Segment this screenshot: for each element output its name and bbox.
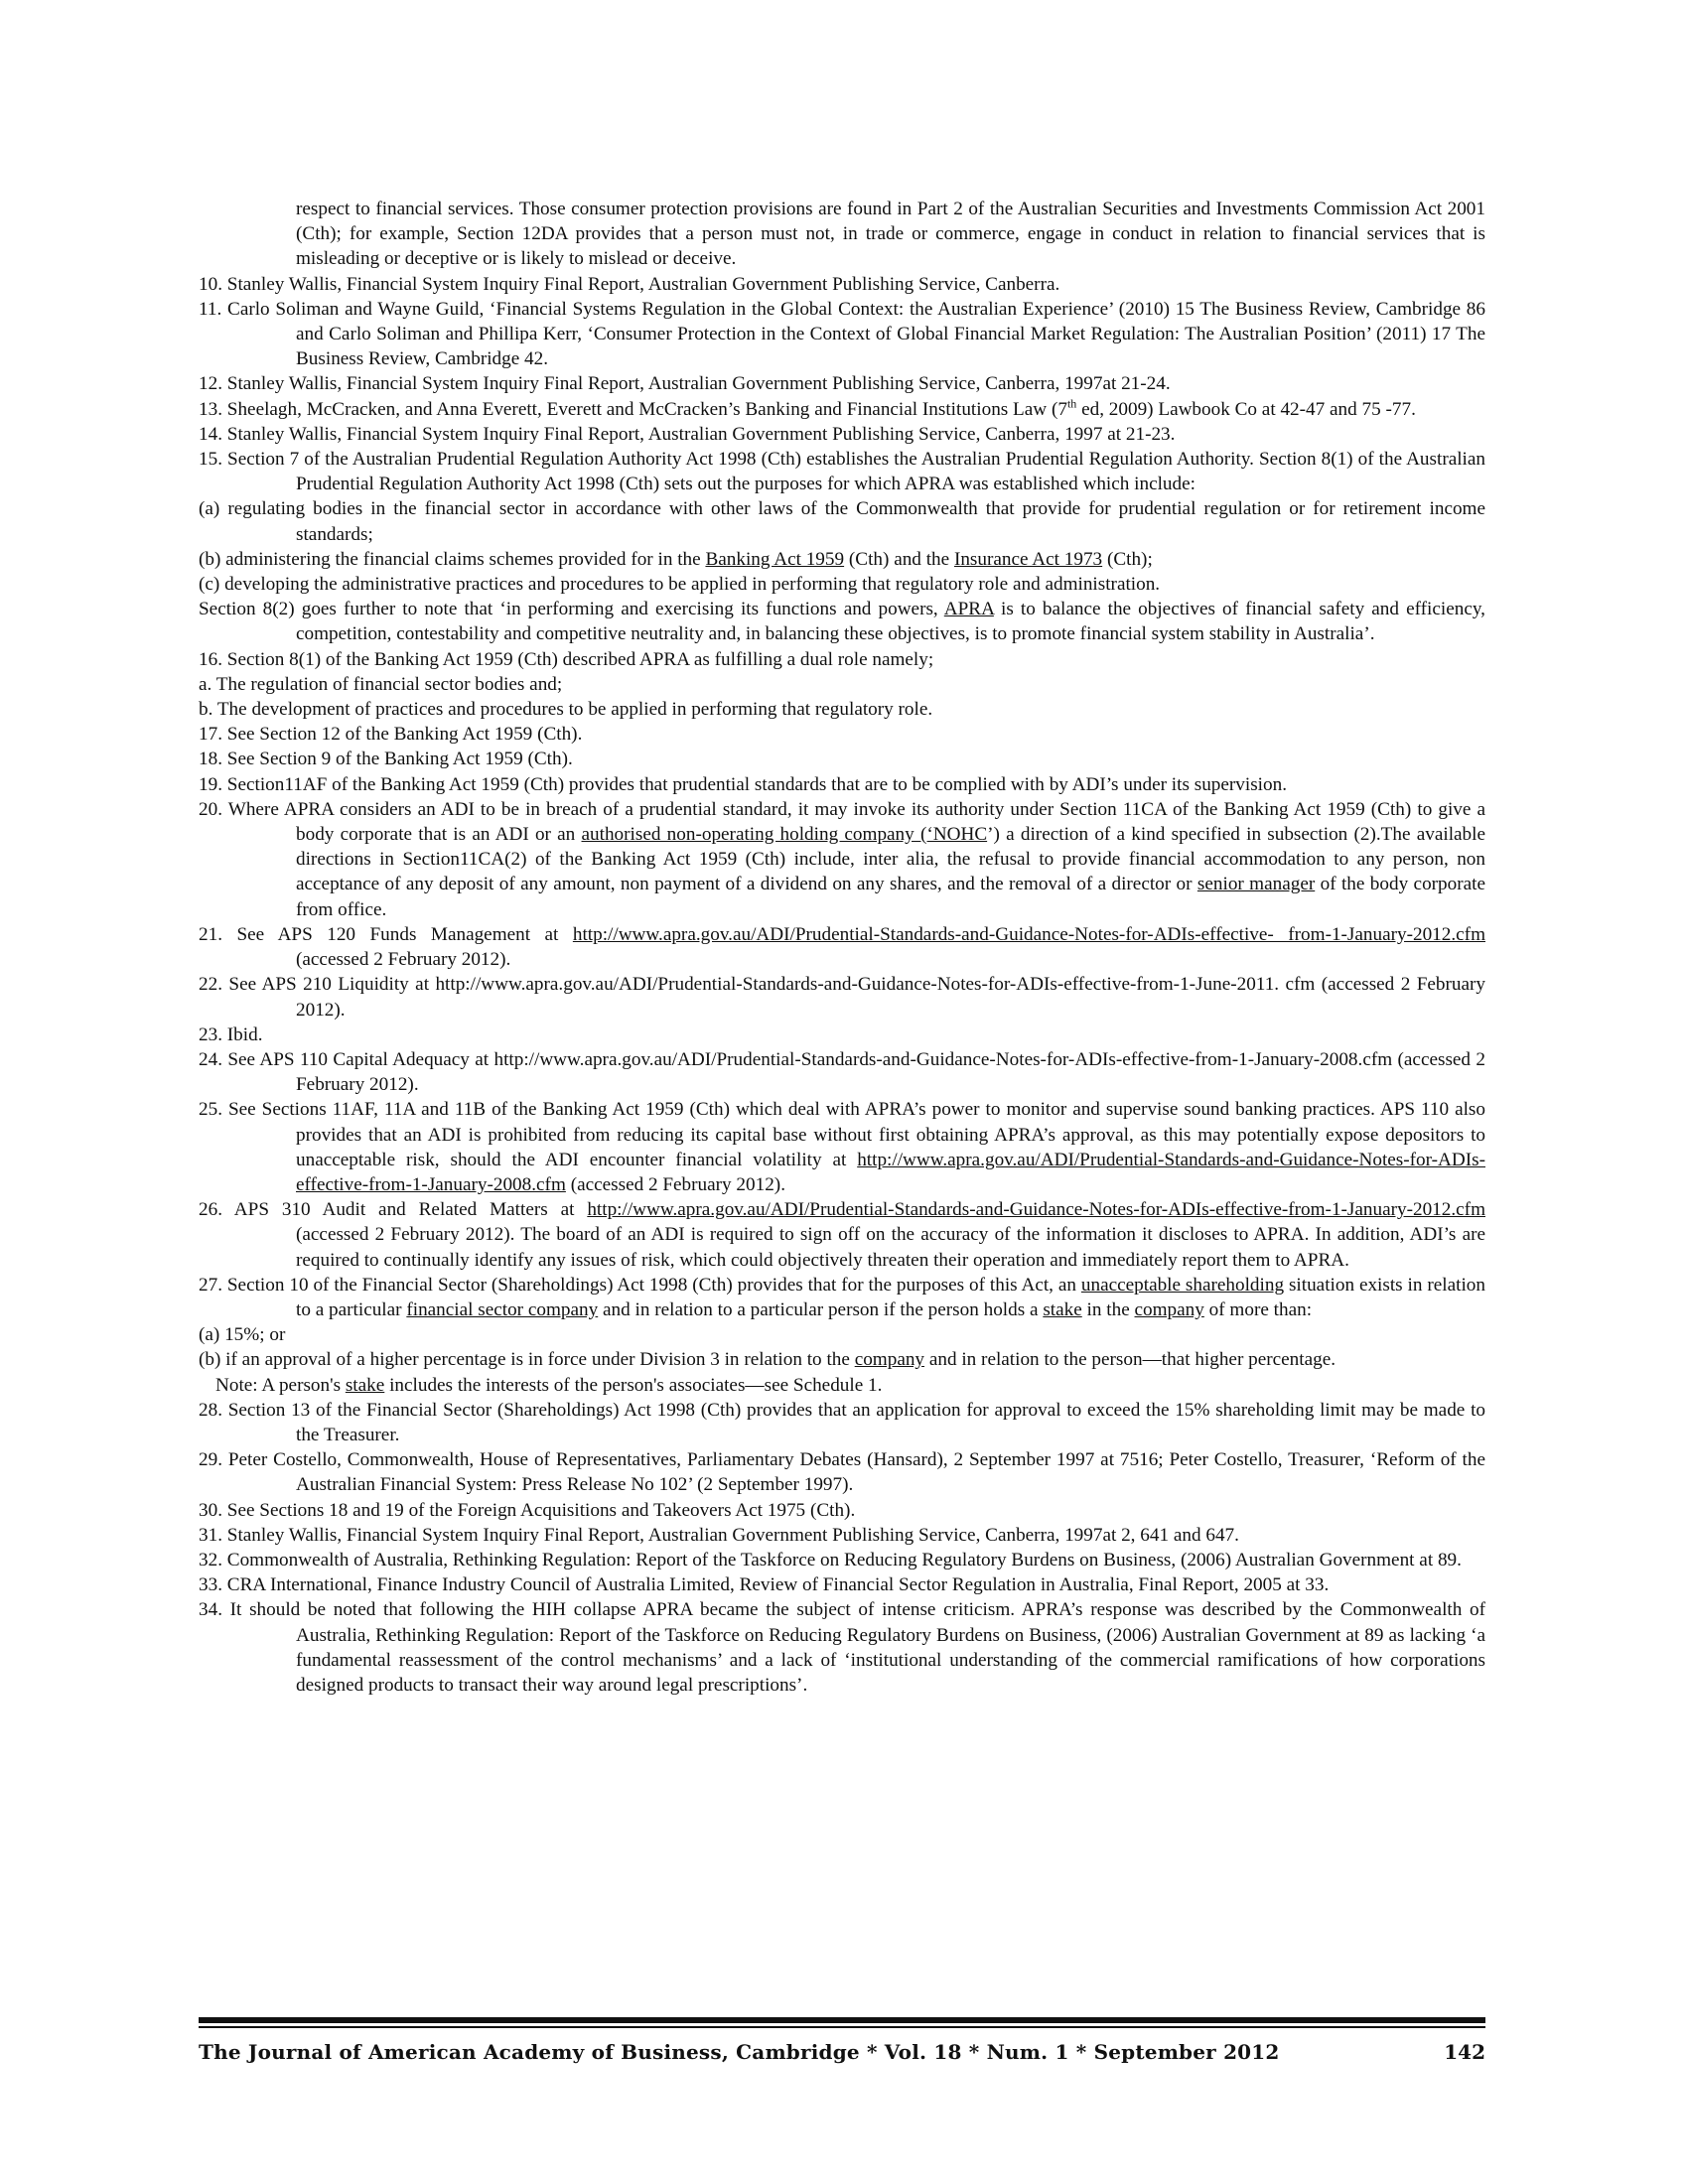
endnote-22: 22. See APS 210 Liquidity at http://www.apra.gov.au/ADI/Prudential-Standards-and-Guidance-Notes-for-ADIs-effective-from-1-June-2011. cfm (accessed 2 February 2012). — [199, 974, 1485, 1021]
nohc-link[interactable]: authorised non-operating holding company (‘NOHC — [581, 824, 988, 846]
journal-citation: The Journal of American Academy of Business, Cambridge * Vol. 18 * Num. 1 * September 2012 — [199, 2040, 1280, 2064]
endnote-25: 25. See Sections 11AF, 11A and 11B of the Banking Act 1959 (Cth) which deal with APRA’s power to monitor and supervise sound banking practices. APS 110 also provides that an ADI is prohibited from reducing its capital base without first obtaining APRA’s approval, as this may potentially expose depositors to unacceptable risk, should the ADI encounter financial volatility at http://www.apra.gov.au/ADI/Prudential-Standards-and-Guidance-Notes-for-ADIs-effective-from-1-January-2008.cfm (accessed 2 February 2012). — [199, 1099, 1485, 1195]
endnote-15-item-a: (a) regulating bodies in the financial sector in accordance with other laws of the Commonwealth that provide for prudential regulation or for retirement income standards; — [199, 498, 1485, 545]
endnotes — [199, 197, 1485, 1698]
endnote-18: 18. See Section 9 of the Banking Act 1959 (Cth). — [199, 749, 573, 770]
banking-act-link[interactable]: Banking Act 1959 — [705, 548, 845, 570]
endnote-9-continued: respect to financial services. Those consumer protection provisions are found in Part 2 of the Australian Securities and Investments Commission Act 2001 (Cth); for example, Section 12DA provides that a person must not, in trade or commerce, engage in conduct in relation to financial services that is misleading or deceptive or is likely to mislead or deceive. — [296, 199, 1485, 270]
page-number: 142 — [1444, 2040, 1485, 2064]
apra-link[interactable]: APRA — [943, 599, 994, 620]
endnote-27-item-a: (a) 15%; or — [199, 1324, 286, 1346]
endnote-10: 10. Stanley Wallis, Financial System Inquiry Final Report, Australian Government Publishing Service, Canberra. — [199, 273, 1060, 295]
company-link-2[interactable]: company — [854, 1349, 925, 1371]
endnote-15-section-8-2: Section 8(2) goes further to note that ‘in performing and exercising its functions and powers, APRA is to balance the objectives of financial safety and efficiency, competition, contestability and competitive neutrality and, in balancing these objectives, is to promote financial system stability in Australia’. — [199, 599, 1485, 645]
endnote-32: 32. Commonwealth of Australia, Rethinking Regulation: Report of the Taskforce on Reducing Regulatory Burdens on Business, (2006) Australian Government at 89. — [199, 1549, 1462, 1570]
stake-link-2[interactable]: stake — [345, 1374, 385, 1396]
endnote-30: 30. See Sections 18 and 19 of the Foreign Acquisitions and Takeovers Act 1975 (Cth). — [199, 1499, 856, 1521]
endnote-27: 27. Section 10 of the Financial Sector (Shareholdings) Act 1998 (Cth) provides that for the purposes of this Act, an unacceptable shareholding situation exists in relation to a particular financial sector company and in relation to a particular person if the person holds a stake in the company of more than: — [199, 1274, 1485, 1320]
endnote-20: 20. Where APRA considers an ADI to be in breach of a prudential standard, it may invoke its authority under Section 11CA of the Banking Act 1959 (Cth) to give a body corporate that is an ADI or an authorised non-operating holding company (‘NOHC’) a direction of a kind specified in subsection (2).The available directions in Section11CA(2) of the Banking Act 1959 (Cth) include, inter alia, the refusal to provide financial accommodation to any person, non acceptance of any deposit of any amount, non payment of a dividend on any shares, and the removal of a director or senior manager of the body corporate from office. — [199, 798, 1485, 920]
aps-110-link[interactable]: http://www.apra.gov.au/ADI/Prudential-Standards-and-Guidance-Notes-for-ADIs-effective-from-1-January-2008.cfm — [296, 1149, 1485, 1195]
endnote-34: 34. It should be noted that following the HIH collapse APRA became the subject of intense criticism. APRA’s response was described by the Commonwealth of Australia, Rethinking Regulation: Report of the Taskforce on Reducing Regulatory Burdens on Business, (2006) Australian Government at 89 as lacking ‘a fundamental reassessment of the control mechanisms’ and a lack of ‘institutional understanding of the commercial ramifications of how corporations designed products to transact their way around legal prescriptions’. — [199, 1599, 1485, 1696]
endnote-28: 28. Section 13 of the Financial Sector (Shareholdings) Act 1998 (Cth) provides that an application for approval to exceed the 15% shareholding limit may be made to the Treasurer. — [199, 1399, 1485, 1445]
insurance-act-link[interactable]: Insurance Act 1973 — [953, 548, 1103, 570]
endnote-27-note: Note: A person's stake includes the interests of the person's associates—see Schedule 1. — [215, 1374, 883, 1396]
endnote-23: 23. Ibid. — [199, 1024, 263, 1045]
endnote-16-item-b: b. The development of practices and procedures to be applied in performing that regulatory role. — [199, 699, 933, 721]
endnote-26: 26. APS 310 Audit and Related Matters at http://www.apra.gov.au/ADI/Prudential-Standards-and-Guidance-Notes-for-ADIs-effective-from-1-January-2012.cfm (accessed 2 February 2012). The board of an ADI is required to sign off on the accuracy of the information it discloses to APRA. In addition, ADI’s are required to continually identify any issues of risk, which could objectively threaten their operation and immediately report them to APRA. — [199, 1199, 1485, 1271]
endnote-27-item-b: (b) if an approval of a higher percentage is in force under Division 3 in relation to the company and in relation to the person—that higher percentage. — [199, 1349, 1336, 1371]
page-footer — [199, 2040, 1485, 2070]
unacceptable-shareholding-link[interactable]: unacceptable shareholding — [1080, 1274, 1285, 1296]
aps-120-link[interactable]: http://www.apra.gov.au/ADI/Prudential-Standards-and-Guidance-Notes-for-ADIs-effective- from-1-January-2012.cfm — [572, 923, 1485, 945]
endnote-17: 17. See Section 12 of the Banking Act 1959 (Cth). — [199, 724, 583, 746]
footer-rule-thin — [199, 2026, 1485, 2028]
endnote-14: 14. Stanley Wallis, Financial System Inquiry Final Report, Australian Government Publishing Service, Canberra, 1997 at 21-23. — [199, 423, 1176, 445]
endnote-24: 24. See APS 110 Capital Adequacy at http://www.apra.gov.au/ADI/Prudential-Standards-and-Guidance-Notes-for-ADIs-effective-from-1-January-2008.cfm (accessed 2 February 2012). — [199, 1048, 1485, 1096]
endnote-16-item-a: a. The regulation of financial sector bodies and; — [199, 673, 563, 695]
endnote-11: 11. Carlo Soliman and Wayne Guild, ‘Financial Systems Regulation in the Global Context: the Australian Experience’ (2010) 15 The Business Review, Cambridge 86 and Carlo Soliman and Phillipa Kerr, ‘Consumer Protection in the Context of Global Financial Market Regulation: The Australian Position’ (2011) 17 The Business Review, Cambridge 42. — [199, 298, 1485, 370]
page-body — [199, 197, 1485, 1698]
endnote-15: 15. Section 7 of the Australian Prudential Regulation Authority Act 1998 (Cth) establishes the Australian Prudential Regulation Authority. Section 8(1) of the Australian Prudential Regulation Authority Act 1998 (Cth) sets out the purposes for which APRA was established which include: — [199, 449, 1485, 495]
company-link[interactable]: company — [1134, 1298, 1204, 1320]
endnote-15-item-c: (c) developing the administrative practices and procedures to be applied in performing that regulatory role and administration. — [199, 574, 1161, 596]
financial-sector-company-link[interactable]: financial sector company — [406, 1298, 599, 1320]
endnote-31: 31. Stanley Wallis, Financial System Inquiry Final Report, Australian Government Publishing Service, Canberra, 1997at 2, 641 and 647. — [199, 1524, 1239, 1546]
endnote-12: 12. Stanley Wallis, Financial System Inquiry Final Report, Australian Government Publishing Service, Canberra, 1997at 21-24. — [199, 373, 1171, 395]
endnote-29: 29. Peter Costello, Commonwealth, House of Representatives, Parliamentary Debates (Hansard), 2 September 1997 at 7516; Peter Costello, Treasurer, ‘Reform of the Australian Financial System: Press Release No 102’ (2 September 1997). — [199, 1449, 1485, 1496]
endnote-21: 21. See APS 120 Funds Management at http://www.apra.gov.au/ADI/Prudential-Standards-and-Guidance-Notes-for-ADIs-effective- from-1-January-2012.cfm (accessed 2 February 2012). — [199, 923, 1485, 971]
senior-manager-link[interactable]: senior manager — [1196, 874, 1316, 895]
footer-rule-thick — [199, 2017, 1485, 2023]
endnote-16: 16. Section 8(1) of the Banking Act 1959 (Cth) described APRA as fulfilling a dual role namely; — [199, 648, 934, 670]
stake-link[interactable]: stake — [1043, 1298, 1082, 1320]
endnote-15-item-b: (b) administering the financial claims schemes provided for in the Banking Act 1959 (Cth) and the Insurance Act 1973 (Cth); — [199, 548, 1153, 570]
endnote-13: 13. Sheelagh, McCracken, and Anna Everett, Everett and McCracken’s Banking and Financial Institutions Law (7th ed, 2009) Lawbook Co at 42-47 and 75 -77. — [199, 396, 1416, 420]
endnote-19: 19. Section11AF of the Banking Act 1959 (Cth) provides that prudential standards that are to be complied with by ADI’s under its supervision. — [199, 773, 1287, 795]
endnote-33: 33. CRA International, Finance Industry Council of Australia Limited, Review of Financial Sector Regulation in Australia, Final Report, 2005 at 33. — [199, 1574, 1330, 1596]
aps-310-link[interactable]: http://www.apra.gov.au/ADI/Prudential-Standards-and-Guidance-Notes-for-ADIs-effective-from-1-January-2012.cfm — [587, 1199, 1485, 1221]
